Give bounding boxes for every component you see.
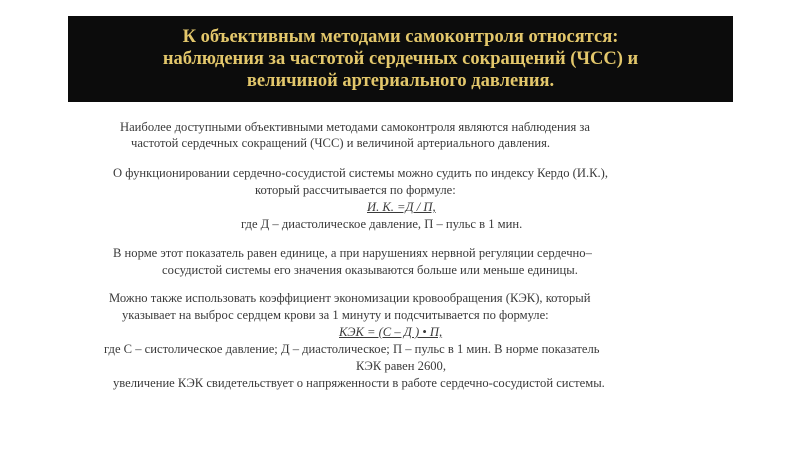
paragraph-1-line-1: Наиболее доступными объективными методами самоконтроля являются наблюдения за xyxy=(120,120,590,134)
paragraph-4-conclusion: увеличение КЭК свидетельствует о напряженности в работе сердечно-сосудистой системы. xyxy=(113,376,605,390)
paragraph-2-line-2: который рассчитывается по формуле: xyxy=(255,183,456,197)
paragraph-3-line-1: В норме этот показатель равен единице, а при нарушениях нервной регуляции сердечно– xyxy=(113,246,592,260)
paragraph-2-line-1: О функционировании сердечно-сосудистой системы можно судить по индексу Кердо (И.К.), xyxy=(113,166,608,180)
formula-kek-legend: где С – систолическое давление; Д – диастолическое; П – пульс в 1 мин. В норме показатель xyxy=(104,342,600,356)
title-line-3: величиной артериального давления. xyxy=(246,71,555,91)
paragraph-4-line-1: Можно также использовать коэффициент экономизации кровообращения (КЭК), который xyxy=(109,291,591,305)
paragraph-3-line-2: сосудистой системы его значения оказываются больше или меньше единицы. xyxy=(162,263,578,277)
title-line-1: К объективным методами самоконтроля относятся: xyxy=(182,27,619,47)
title-line-2: наблюдения за частотой сердечных сокращений (ЧСС) и xyxy=(162,49,639,69)
kek-norm-value: КЭК равен 2600, xyxy=(356,359,446,373)
formula-kerdo-index: И. К. =Д / П, xyxy=(367,200,436,214)
formula-kerdo-legend: где Д – диастолическое давление, П – пульс в 1 мин. xyxy=(241,217,523,231)
paragraph-1-line-2: частотой сердечных сокращений (ЧСС) и величиной артериального давления. xyxy=(131,136,551,150)
paragraph-4-line-2: указывает на выброс сердцем крови за 1 минуту и подсчитывается по формуле: xyxy=(122,308,549,322)
formula-kek: КЭК = (С – Д ) • П, xyxy=(339,325,443,339)
